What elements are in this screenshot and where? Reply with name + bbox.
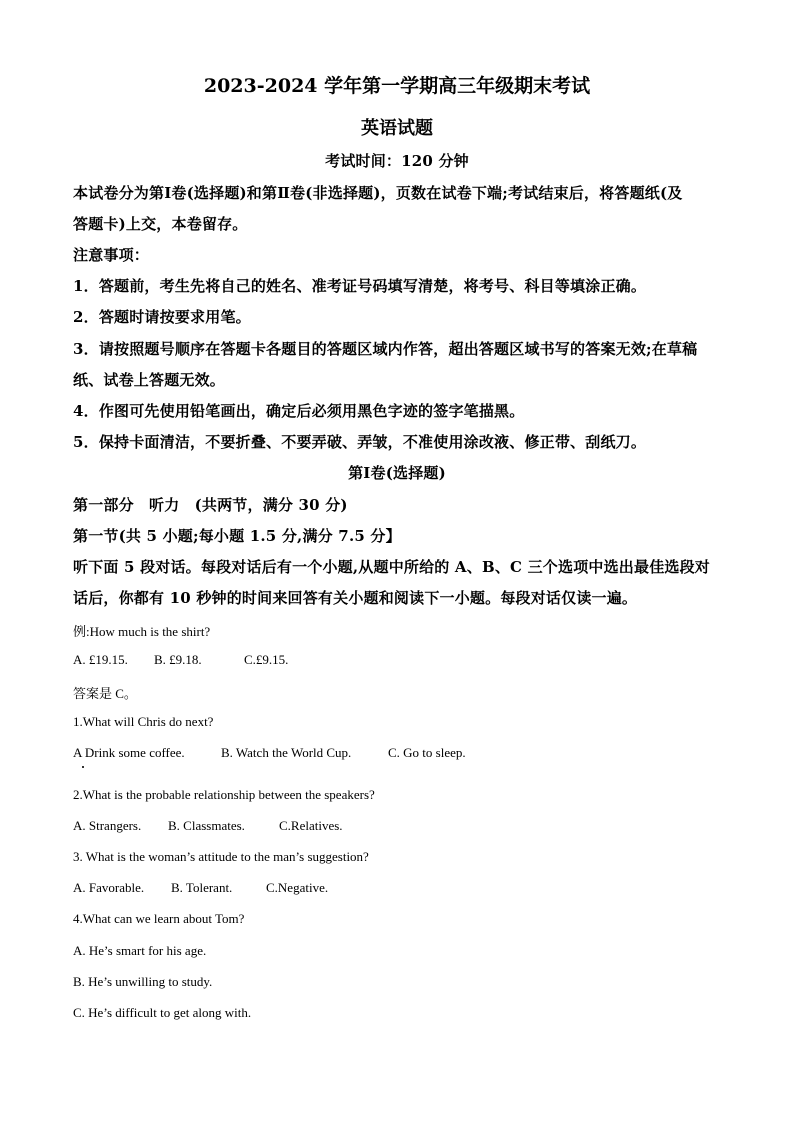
stray-dot-mark [82, 766, 84, 768]
question-4-option-c: C. He’s difficult to get along with. [73, 1005, 252, 1020]
instructions-line-1: 听下面 5 段对话。每段对话后有一个小题,从题中所给的 A、B、C 三个选项中选出最佳选段对 [73, 558, 711, 576]
note-item-5: 5．保持卡面清洁，不要折叠、不要弄破、弄皱，不准使用涂改液、修正带、刮纸刀。 [73, 433, 647, 451]
question-4: 4.What can we learn about Tom? [73, 911, 245, 926]
example-option-c: C.£9.15. [244, 652, 289, 667]
question-4-option-a: A. He’s smart for his age. [73, 943, 207, 958]
question-3-option-c: C.Negative. [266, 880, 329, 895]
question-3: 3. What is the woman’s attitude to the man’s suggestion? [73, 849, 369, 864]
question-1-options [73, 745, 723, 761]
example-option-b: B. £9.18. [154, 652, 202, 667]
question-4-option-b: B. He’s unwilling to study. [73, 974, 213, 989]
part-1-heading: 第一部分 听力 (共两节，满分 30 分) [73, 496, 348, 514]
question-1-option-a: A Drink some coffee. [73, 745, 185, 760]
question-2-option-c: C.Relatives. [279, 818, 343, 833]
question-1-option-b: B. Watch the World Cup. [221, 745, 352, 760]
question-1: 1.What will Chris do next? [73, 714, 214, 729]
question-2: 2.What is the probable relationship between the speakers? [73, 787, 375, 802]
intro-line-1: 本试卷分为第Ⅰ卷(选择题)和第Ⅱ卷(非选择题)，页数在试卷下端;考试结束后，将答题纸(及 [73, 184, 683, 202]
example-question: 例:How much is the shirt? [73, 624, 211, 639]
instructions-line-2: 话后，你都有 10 秒钟的时间来回答有关小题和阅读下一小题。每段对话仅读一遍。 [73, 589, 638, 607]
example-option-a: A. £19.15. [73, 652, 128, 667]
exam-title: 2023-2024 学年第一学期高三年级期末考试 [203, 75, 591, 97]
note-item-1: 1．答题前，考生先将自己的姓名、准考证号码填写清楚，将考号、科目等填涂正确。 [73, 277, 647, 295]
exam-subtitle: 英语试题 [361, 118, 433, 139]
exam-time: 考试时间：120 分钟 [325, 152, 469, 170]
question-2-option-b: B. Classmates. [168, 818, 245, 833]
question-3-option-a: A. Favorable. [73, 880, 145, 895]
note-item-4: 4．作图可先使用铅笔画出，确定后必须用黑色字迹的签字笔描黑。 [73, 402, 525, 420]
note-item-2: 2．答题时请按要求用笔。 [73, 308, 251, 326]
note-item-3-line-1: 3．请按照题号顺序在答题卡各题目的答题区域内作答，超出答题区域书写的答案无效;在草稿 [73, 340, 698, 358]
question-3-options [73, 880, 723, 896]
notes-heading: 注意事项： [73, 246, 150, 264]
section-1-heading: 第一节(共 5 小题;每小题 1.5 分,满分 7.5 分】 [73, 527, 401, 545]
volume-title: 第Ⅰ卷(选择题) [348, 464, 446, 482]
question-1-option-c: C. Go to sleep. [388, 745, 466, 760]
note-item-3-line-2: 纸、试卷上答题无效。 [73, 371, 226, 389]
example-options [73, 652, 723, 668]
question-3-option-b: B. Tolerant. [171, 880, 233, 895]
intro-line-2: 答题卡)上交，本卷留存。 [73, 215, 248, 233]
question-2-option-a: A. Strangers. [73, 818, 142, 833]
question-2-options [73, 818, 723, 834]
example-answer: 答案是 C。 [73, 686, 137, 701]
